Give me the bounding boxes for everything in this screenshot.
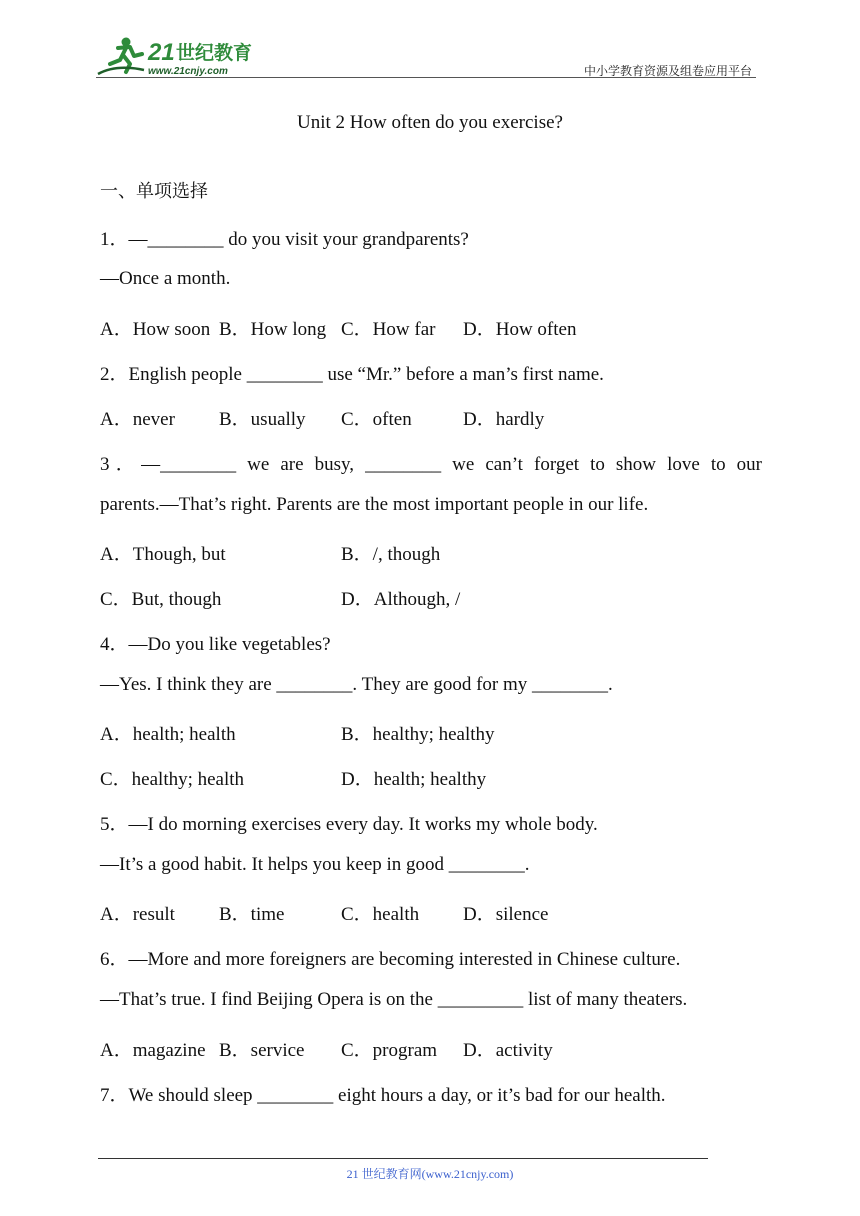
question-4-option-c: C．healthy; health [100,769,245,790]
header-divider [96,77,756,78]
question-6-option-c: C．program [341,1040,438,1061]
question-6-option-b: B．service [219,1040,305,1061]
question-6-stem: 6．—More and more foreigners are becoming interested in Chinese culture. [100,949,681,970]
platform-name: 中小学教育资源及组卷应用平台 [583,64,752,78]
question-1-option-b: B．How long [219,319,327,340]
question-1-stem: 1．—________ do you visit your grandparents? [100,229,469,250]
question-2-stem: 2．English people ________ use “Mr.” before a man’s first name. [100,364,604,385]
footer-divider [98,1158,708,1159]
question-3-option-d: D．Although, / [341,589,461,610]
question-2-option-c: C．often [341,409,412,430]
question-5-option-b: B．time [219,904,285,925]
question-6-option-a: A．magazine [100,1040,206,1061]
question-4-option-d: D．health; healthy [341,769,487,790]
question-3-stem-line1: 3．—________ we are busy, ________ we can’t forget to show love to our [100,454,762,475]
runner-icon [98,38,144,75]
question-4-option-b: B．healthy; healthy [341,724,495,745]
footer-link[interactable]: 21 世纪教育网(www.21cnjy.com) [346,1167,514,1181]
question-5-reply: —It’s a good habit. It helps you keep in good ________. [100,854,530,875]
question-1-reply: —Once a month. [100,268,231,289]
question-6-reply: —That’s true. I find Beijing Opera is on the _________ list of many theaters. [100,989,688,1010]
question-5-stem: 5．—I do morning exercises every day. It works my whole body. [100,814,598,835]
question-3-option-a: A．Though, but [100,544,226,565]
question-5-option-a: A．result [100,904,175,925]
question-1-option-a: A．How soon [100,319,211,340]
logo-url: www.21cnjy.com [148,66,228,77]
question-1-option-d: D．How often [463,319,577,340]
page-header [96,34,756,80]
question-3-option-b: B．/, though [341,544,441,565]
question-7-stem: 7．We should sleep ________ eight hours a day, or it’s bad for our health. [100,1085,666,1106]
question-6-option-d: D．activity [463,1040,553,1061]
logo-text: 世纪教育 [176,42,253,64]
question-4-option-a: A．health; health [100,724,236,745]
question-5-option-d: D．silence [463,904,549,925]
section-heading: 一、单项选择 [100,181,208,202]
question-3-stem-line2: parents.—That’s right. Parents are the most important people in our life. [100,494,649,515]
logo-number: 21 [148,39,175,66]
question-1-option-c: C．How far [341,319,436,340]
question-4-reply: —Yes. I think they are ________. They are good for my ________. [100,674,613,695]
question-2-option-b: B．usually [219,409,306,430]
question-5-option-c: C．health [341,904,420,925]
site-logo [96,34,266,78]
question-4-stem: 4．—Do you like vegetables? [100,634,331,655]
question-3-option-c: C．But, though [100,589,222,610]
question-2-option-a: A．never [100,409,175,430]
question-2-option-d: D．hardly [463,409,545,430]
page-title: Unit 2 How often do you exercise? [297,112,563,133]
